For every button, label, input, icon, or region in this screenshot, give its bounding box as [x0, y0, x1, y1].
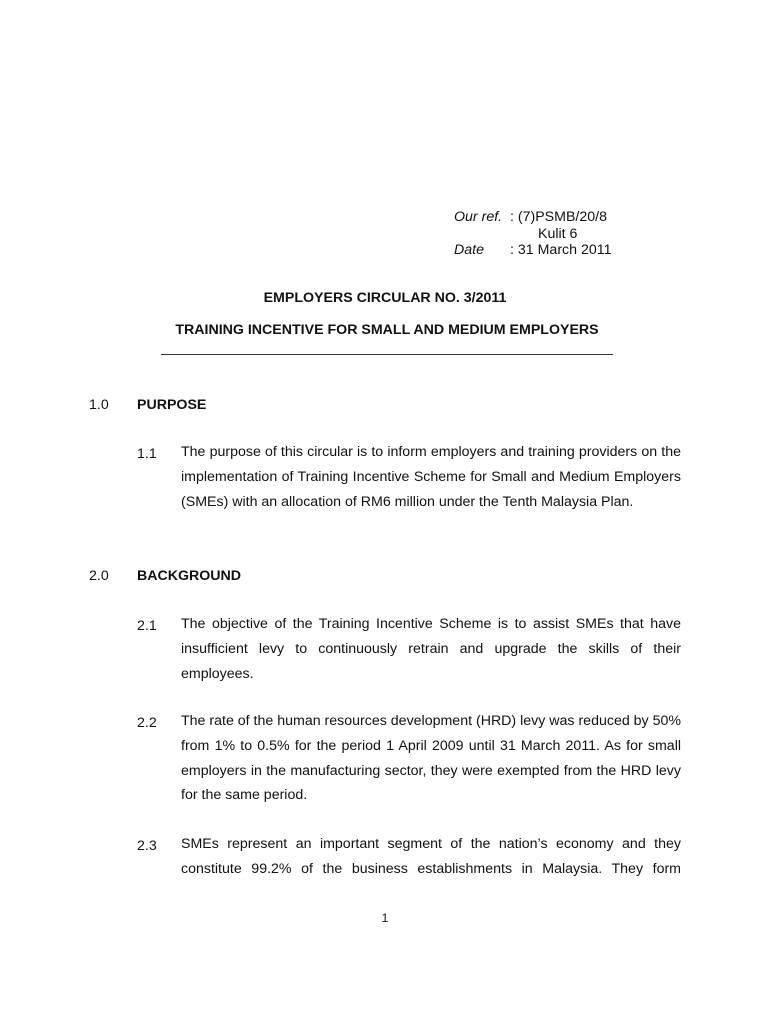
- paragraph-2-3-number: 2.3: [137, 838, 157, 854]
- paragraph-2-3-text: SMEs represent an important segment of the nation’s economy and they constitute 99.2% of the business establishments in Malaysia. They form: [181, 836, 681, 877]
- section-1-title: PURPOSE: [137, 397, 207, 413]
- date-value: : 31 March 2011: [510, 242, 612, 258]
- paragraph-2-1-number: 2.1: [137, 618, 157, 634]
- title-underline: [161, 354, 613, 355]
- paragraph-2-2-text: The rate of the human resources development (HRD) levy was reduced by 50% from 1% to 0.5% for the period 1 April 2009 until 31 March 2011. As for small employers in the manufacturing sector, they were exempted from the HRD levy for the same period.: [181, 713, 681, 804]
- section-2-title: BACKGROUND: [137, 568, 242, 584]
- our-ref-value-line2: Kulit 6: [538, 226, 578, 242]
- date-label: Date: [454, 242, 484, 258]
- paragraph-2-2-number: 2.2: [137, 715, 157, 731]
- page-number: 1: [381, 911, 389, 925]
- circular-title: TRAINING INCENTIVE FOR SMALL AND MEDIUM EMPLOYERS: [175, 322, 599, 338]
- paragraph-1-1-number: 1.1: [137, 446, 157, 462]
- paragraph-1-1-text: The purpose of this circular is to inform employers and training providers on the implementation of Training Incentive Scheme for Small and Medium Employers (SMEs) with an allocation of RM6 million under the Tenth Malaysia Plan.: [181, 444, 681, 510]
- section-1-number: 1.0: [89, 397, 109, 413]
- our-ref-label: Our ref.: [454, 209, 503, 225]
- paragraph-2-1-text: The objective of the Training Incentive Scheme is to assist SMEs that have insufficient levy to continuously retrain and upgrade the skills of their employees.: [181, 616, 681, 682]
- our-ref-value: : (7)PSMB/20/8: [510, 209, 607, 225]
- circular-number: EMPLOYERS CIRCULAR NO. 3/2011: [263, 290, 507, 306]
- section-2-number: 2.0: [89, 568, 109, 584]
